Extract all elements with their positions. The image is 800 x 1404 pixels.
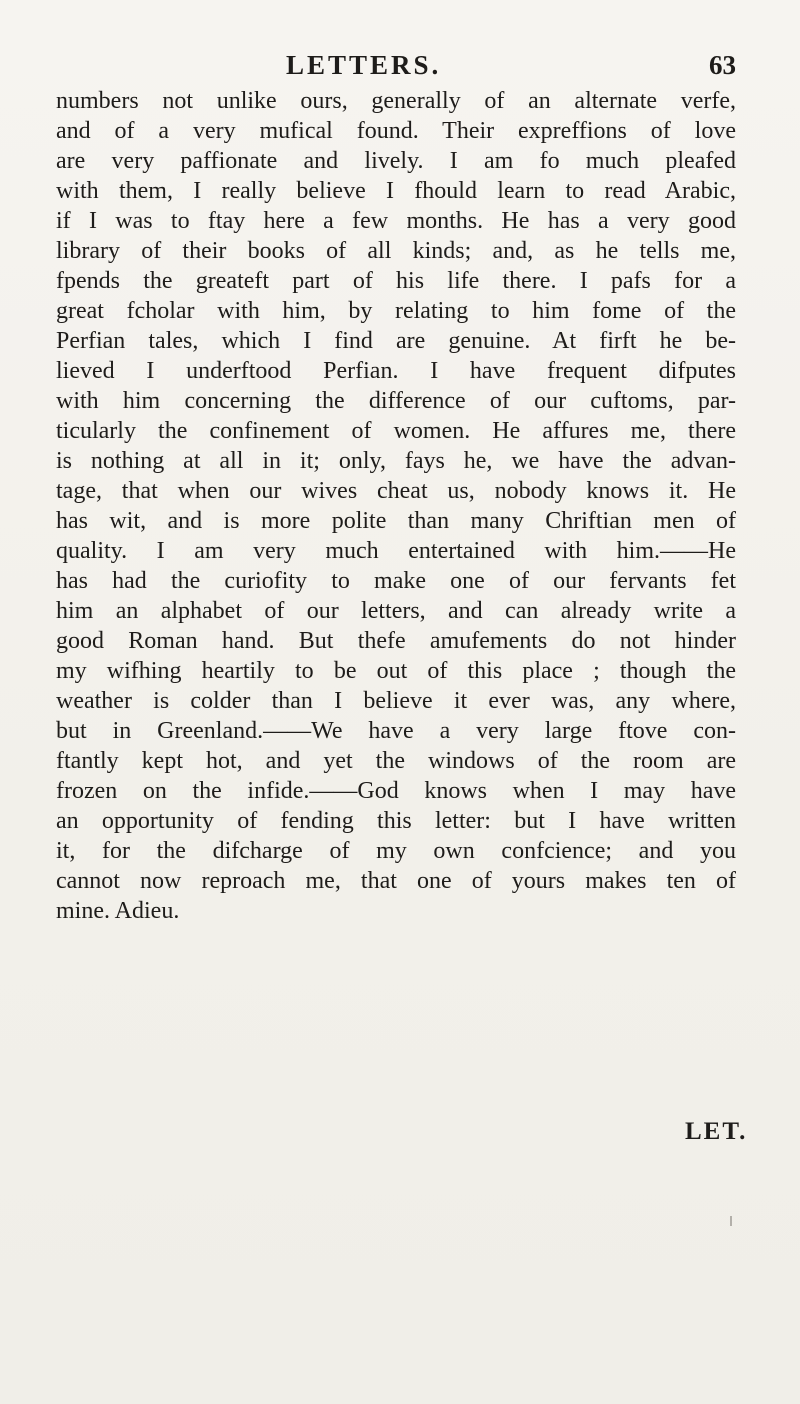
text-line: with him concerning the difference of our cuftoms, par- bbox=[56, 388, 736, 414]
text-line: tage, that when our wives cheat us, nobody knows it. He bbox=[56, 478, 736, 504]
text-line: but in Greenland.——We have a very large ftove con- bbox=[56, 718, 736, 744]
catchword: LET. bbox=[685, 1118, 748, 1145]
text-line: quality. I am very much entertained with him.——He bbox=[56, 538, 736, 564]
text-line: ticularly the confinement of women. He affures me, there bbox=[56, 418, 736, 444]
text-line: him an alphabet of our letters, and can already write a bbox=[56, 598, 736, 624]
text-line: library of their books of all kinds; and, as he tells me, bbox=[56, 238, 736, 264]
text-line: has wit, and is more polite than many Chriftian men of bbox=[56, 508, 736, 534]
text-line: great fcholar with him, by relating to him fome of the bbox=[56, 298, 736, 324]
text-line: frozen on the infide.——God knows when I may have bbox=[56, 778, 736, 804]
text-line: and of a very mufical found. Their expreffions of love bbox=[56, 118, 736, 144]
text-line: are very paffionate and lively. I am fo much pleafed bbox=[56, 148, 736, 174]
text-line: Perfian tales, which I find are genuine. At firft he be- bbox=[56, 328, 736, 354]
text-line: numbers not unlike ours, generally of an alternate verfe, bbox=[56, 88, 736, 114]
letter-body bbox=[56, 86, 736, 926]
text-line: is nothing at all in it; only, fays he, we have the advan- bbox=[56, 448, 736, 474]
text-line: ftantly kept hot, and yet the windows of the room are bbox=[56, 748, 736, 774]
text-line: cannot now reproach me, that one of yours makes ten of bbox=[56, 868, 736, 894]
text-line: if I was to ftay here a few months. He has a very good bbox=[56, 208, 736, 234]
page-number: 63 bbox=[709, 50, 736, 80]
running-head: LETTERS. bbox=[286, 50, 442, 80]
text-line: has had the curiofity to make one of our fervants fet bbox=[56, 568, 736, 594]
text-line-last: mine. Adieu. bbox=[56, 898, 180, 924]
paper-speck bbox=[730, 1216, 732, 1226]
text-line: an opportunity of fending this letter: but I have written bbox=[56, 808, 736, 834]
text-line: lieved I underftood Perfian. I have frequent difputes bbox=[56, 358, 736, 384]
text-line: fpends the greateft part of his life there. I pafs for a bbox=[56, 268, 736, 294]
text-line: my wifhing heartily to be out of this place ; though the bbox=[56, 658, 736, 684]
text-line: weather is colder than I believe it ever was, any where, bbox=[56, 688, 736, 714]
page-header bbox=[56, 50, 736, 90]
text-line: good Roman hand. But thefe amufements do not hinder bbox=[56, 628, 736, 654]
text-line: it, for the difcharge of my own confcience; and you bbox=[56, 838, 736, 864]
text-line: with them, I really believe I fhould learn to read Arabic, bbox=[56, 178, 736, 204]
